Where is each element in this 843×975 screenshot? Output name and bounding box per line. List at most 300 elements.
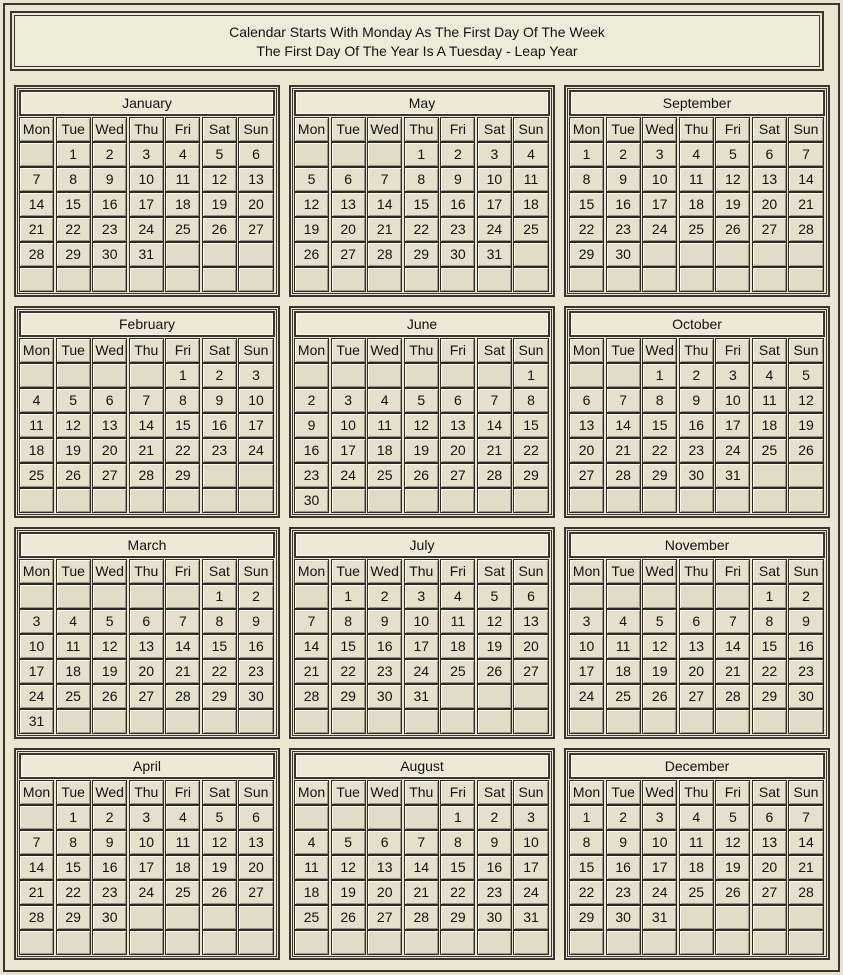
day-cell: 2: [606, 805, 641, 830]
empty-cell: [788, 905, 823, 930]
day-cell: 10: [477, 167, 512, 192]
empty-cell: [477, 267, 512, 292]
day-cell: 4: [440, 584, 475, 609]
empty-cell: [294, 267, 329, 292]
empty-cell: [404, 488, 439, 513]
day-cell: 30: [788, 684, 823, 709]
day-cell: 19: [642, 659, 677, 684]
weekday-label: Tue: [606, 780, 641, 805]
day-cell: 28: [165, 684, 200, 709]
weekday-label: Thu: [404, 117, 439, 142]
day-cell: 11: [165, 167, 200, 192]
day-cell: 18: [165, 855, 200, 880]
day-cell: 12: [56, 413, 91, 438]
day-cell: 1: [569, 142, 604, 167]
day-cell: 5: [404, 388, 439, 413]
weekday-label: Wed: [642, 117, 677, 142]
empty-cell: [238, 905, 273, 930]
day-cell: 4: [165, 805, 200, 830]
day-cell: 20: [679, 659, 714, 684]
day-cell: 23: [367, 659, 402, 684]
empty-cell: [202, 905, 237, 930]
empty-cell: [19, 930, 54, 955]
weekday-label: Tue: [56, 338, 91, 363]
day-cell: 2: [679, 363, 714, 388]
day-cell: 23: [238, 659, 273, 684]
day-cell: 28: [788, 880, 823, 905]
day-cell: 27: [679, 684, 714, 709]
weekday-label: Thu: [404, 338, 439, 363]
day-cell: 5: [92, 609, 127, 634]
weekday-label: Mon: [294, 117, 329, 142]
day-cell: 26: [202, 880, 237, 905]
weekday-label: Wed: [642, 559, 677, 584]
day-cell: 8: [202, 609, 237, 634]
day-cell: 23: [440, 217, 475, 242]
month-may: [289, 85, 555, 297]
day-cell: 19: [56, 438, 91, 463]
empty-cell: [440, 930, 475, 955]
day-cell: 13: [679, 634, 714, 659]
empty-cell: [56, 584, 91, 609]
empty-cell: [788, 488, 823, 513]
empty-cell: [752, 267, 787, 292]
empty-cell: [440, 709, 475, 734]
day-cell: 12: [202, 830, 237, 855]
day-cell: 17: [129, 192, 164, 217]
day-cell: 25: [294, 905, 329, 930]
day-cell: 28: [788, 217, 823, 242]
day-cell: 1: [569, 805, 604, 830]
weekday-label: Mon: [19, 780, 54, 805]
empty-cell: [679, 930, 714, 955]
weekday-label: Mon: [19, 559, 54, 584]
day-cell: 5: [56, 388, 91, 413]
day-cell: 12: [404, 413, 439, 438]
day-cell: 12: [202, 167, 237, 192]
day-cell: 14: [19, 855, 54, 880]
day-cell: 6: [752, 805, 787, 830]
day-cell: 11: [19, 413, 54, 438]
day-cell: 26: [715, 880, 750, 905]
empty-cell: [715, 488, 750, 513]
empty-cell: [715, 584, 750, 609]
day-cell: 27: [129, 684, 164, 709]
day-cell: 2: [238, 584, 273, 609]
day-cell: 11: [367, 413, 402, 438]
empty-cell: [606, 363, 641, 388]
day-cell: 6: [92, 388, 127, 413]
empty-cell: [129, 488, 164, 513]
empty-cell: [56, 267, 91, 292]
day-cell: 8: [642, 388, 677, 413]
day-cell: 24: [477, 217, 512, 242]
day-cell: 9: [92, 167, 127, 192]
day-cell: 9: [440, 167, 475, 192]
day-cell: 3: [715, 363, 750, 388]
day-cell: 21: [606, 438, 641, 463]
day-cell: 29: [513, 463, 548, 488]
day-cell: 22: [165, 438, 200, 463]
empty-cell: [238, 463, 273, 488]
day-cell: 17: [404, 634, 439, 659]
weekday-label: Sun: [238, 559, 273, 584]
day-cell: 27: [367, 905, 402, 930]
day-cell: 20: [367, 880, 402, 905]
day-cell: 25: [367, 463, 402, 488]
day-cell: 19: [477, 634, 512, 659]
month-december: [564, 748, 830, 960]
empty-cell: [404, 267, 439, 292]
weekday-label: Mon: [294, 559, 329, 584]
weekday-label: Tue: [606, 338, 641, 363]
day-cell: 11: [294, 855, 329, 880]
weekday-label: Sat: [477, 117, 512, 142]
day-cell: 30: [606, 242, 641, 267]
empty-cell: [367, 142, 402, 167]
empty-cell: [440, 363, 475, 388]
day-cell: 18: [440, 634, 475, 659]
empty-cell: [367, 709, 402, 734]
empty-cell: [331, 363, 366, 388]
day-cell: 31: [715, 463, 750, 488]
day-cell: 21: [404, 880, 439, 905]
empty-cell: [165, 709, 200, 734]
month-june: [289, 306, 555, 518]
day-cell: 13: [331, 192, 366, 217]
day-cell: 7: [129, 388, 164, 413]
day-cell: 10: [238, 388, 273, 413]
day-cell: 16: [92, 855, 127, 880]
empty-cell: [569, 363, 604, 388]
day-cell: 1: [331, 584, 366, 609]
empty-cell: [513, 709, 548, 734]
empty-cell: [606, 584, 641, 609]
day-cell: 7: [294, 609, 329, 634]
weekday-label: Sun: [788, 117, 823, 142]
day-cell: 4: [679, 805, 714, 830]
day-cell: 23: [788, 659, 823, 684]
weekday-label: Sat: [752, 559, 787, 584]
weekday-label: Tue: [331, 117, 366, 142]
day-cell: 8: [404, 167, 439, 192]
day-cell: 27: [238, 217, 273, 242]
empty-cell: [165, 488, 200, 513]
day-cell: 22: [752, 659, 787, 684]
weekday-label: Sun: [513, 117, 548, 142]
day-cell: 12: [477, 609, 512, 634]
weekday-label: Tue: [606, 559, 641, 584]
day-cell: 8: [56, 167, 91, 192]
weekday-label: Fri: [715, 117, 750, 142]
day-cell: 20: [513, 634, 548, 659]
empty-cell: [238, 267, 273, 292]
day-cell: 7: [19, 167, 54, 192]
day-cell: 17: [569, 659, 604, 684]
day-cell: 24: [715, 438, 750, 463]
empty-cell: [679, 267, 714, 292]
day-cell: 8: [513, 388, 548, 413]
weekday-label: Mon: [569, 780, 604, 805]
empty-cell: [569, 709, 604, 734]
empty-cell: [294, 363, 329, 388]
month-grid: [19, 559, 275, 734]
day-cell: 6: [513, 584, 548, 609]
day-cell: 25: [752, 438, 787, 463]
day-cell: 26: [294, 242, 329, 267]
day-cell: 15: [165, 413, 200, 438]
day-cell: 3: [569, 609, 604, 634]
day-cell: 25: [513, 217, 548, 242]
weekday-label: Sat: [752, 780, 787, 805]
empty-cell: [129, 267, 164, 292]
day-cell: 30: [679, 463, 714, 488]
empty-cell: [404, 805, 439, 830]
day-cell: 14: [129, 413, 164, 438]
day-cell: 23: [294, 463, 329, 488]
day-cell: 24: [238, 438, 273, 463]
empty-cell: [331, 709, 366, 734]
header-line-2: The First Day Of The Year Is A Tuesday - Leap Year: [256, 43, 578, 59]
day-cell: 20: [129, 659, 164, 684]
weekday-label: Wed: [92, 338, 127, 363]
empty-cell: [129, 709, 164, 734]
day-cell: 27: [238, 880, 273, 905]
weekday-label: Wed: [92, 559, 127, 584]
weekday-label: Tue: [331, 780, 366, 805]
day-cell: 15: [56, 192, 91, 217]
day-cell: 1: [56, 142, 91, 167]
day-cell: 28: [404, 905, 439, 930]
empty-cell: [788, 463, 823, 488]
day-cell: 22: [642, 438, 677, 463]
day-cell: 25: [56, 684, 91, 709]
day-cell: 4: [165, 142, 200, 167]
day-cell: 14: [606, 413, 641, 438]
day-cell: 4: [606, 609, 641, 634]
day-cell: 29: [202, 684, 237, 709]
empty-cell: [19, 584, 54, 609]
day-cell: 29: [569, 242, 604, 267]
empty-cell: [679, 709, 714, 734]
weekday-label: Fri: [440, 338, 475, 363]
empty-cell: [129, 930, 164, 955]
empty-cell: [56, 363, 91, 388]
weekday-label: Tue: [56, 117, 91, 142]
day-cell: 5: [642, 609, 677, 634]
day-cell: 26: [202, 217, 237, 242]
day-cell: 13: [238, 167, 273, 192]
empty-cell: [202, 267, 237, 292]
day-cell: 10: [715, 388, 750, 413]
day-cell: 9: [788, 609, 823, 634]
day-cell: 26: [715, 217, 750, 242]
day-cell: 29: [642, 463, 677, 488]
weekday-label: Mon: [569, 559, 604, 584]
day-cell: 24: [404, 659, 439, 684]
empty-cell: [56, 709, 91, 734]
day-cell: 29: [440, 905, 475, 930]
empty-cell: [477, 684, 512, 709]
day-cell: 4: [294, 830, 329, 855]
empty-cell: [642, 930, 677, 955]
day-cell: 7: [165, 609, 200, 634]
day-cell: 28: [367, 242, 402, 267]
weekday-label: Sat: [202, 780, 237, 805]
day-cell: 3: [129, 805, 164, 830]
day-cell: 3: [19, 609, 54, 634]
month-november: [564, 527, 830, 739]
empty-cell: [404, 363, 439, 388]
day-cell: 21: [129, 438, 164, 463]
day-cell: 3: [238, 363, 273, 388]
day-cell: 16: [238, 634, 273, 659]
day-cell: 24: [129, 880, 164, 905]
day-cell: 26: [404, 463, 439, 488]
day-cell: 20: [569, 438, 604, 463]
weekday-label: Tue: [56, 780, 91, 805]
day-cell: 22: [513, 438, 548, 463]
empty-cell: [238, 488, 273, 513]
month-july: [289, 527, 555, 739]
weekday-label: Fri: [440, 117, 475, 142]
day-cell: 21: [477, 438, 512, 463]
day-cell: 19: [202, 855, 237, 880]
weekday-label: Sat: [477, 559, 512, 584]
day-cell: 25: [679, 217, 714, 242]
day-cell: 23: [606, 217, 641, 242]
empty-cell: [679, 242, 714, 267]
empty-cell: [642, 584, 677, 609]
day-cell: 7: [477, 388, 512, 413]
day-cell: 2: [788, 584, 823, 609]
day-cell: 6: [569, 388, 604, 413]
day-cell: 31: [129, 242, 164, 267]
day-cell: 20: [752, 855, 787, 880]
empty-cell: [679, 584, 714, 609]
empty-cell: [715, 267, 750, 292]
day-cell: 12: [715, 167, 750, 192]
empty-cell: [679, 905, 714, 930]
day-cell: 18: [165, 192, 200, 217]
day-cell: 6: [367, 830, 402, 855]
day-cell: 10: [404, 609, 439, 634]
day-cell: 16: [367, 634, 402, 659]
day-cell: 1: [752, 584, 787, 609]
day-cell: 15: [513, 413, 548, 438]
day-cell: 26: [331, 905, 366, 930]
day-cell: 22: [569, 880, 604, 905]
day-cell: 4: [367, 388, 402, 413]
day-cell: 28: [19, 242, 54, 267]
day-cell: 9: [606, 167, 641, 192]
day-cell: 11: [440, 609, 475, 634]
weekday-label: Tue: [606, 117, 641, 142]
day-cell: 14: [477, 413, 512, 438]
weekday-label: Wed: [367, 559, 402, 584]
day-cell: 9: [679, 388, 714, 413]
empty-cell: [606, 488, 641, 513]
empty-cell: [294, 709, 329, 734]
day-cell: 12: [788, 388, 823, 413]
day-cell: 9: [367, 609, 402, 634]
day-cell: 1: [56, 805, 91, 830]
day-cell: 16: [606, 192, 641, 217]
day-cell: 12: [642, 634, 677, 659]
day-cell: 15: [569, 192, 604, 217]
weekday-label: Mon: [294, 780, 329, 805]
empty-cell: [129, 363, 164, 388]
empty-cell: [404, 709, 439, 734]
weekday-label: Wed: [367, 338, 402, 363]
day-cell: 18: [367, 438, 402, 463]
day-cell: 31: [513, 905, 548, 930]
day-cell: 23: [92, 217, 127, 242]
day-cell: 2: [92, 142, 127, 167]
weekday-label: Thu: [129, 559, 164, 584]
empty-cell: [367, 267, 402, 292]
empty-cell: [752, 905, 787, 930]
weekday-label: Fri: [165, 559, 200, 584]
day-cell: 1: [202, 584, 237, 609]
weekday-label: Wed: [367, 117, 402, 142]
empty-cell: [513, 242, 548, 267]
month-august: [289, 748, 555, 960]
day-cell: 16: [202, 413, 237, 438]
empty-cell: [165, 267, 200, 292]
day-cell: 9: [92, 830, 127, 855]
day-cell: 22: [202, 659, 237, 684]
day-cell: 25: [19, 463, 54, 488]
empty-cell: [56, 488, 91, 513]
day-cell: 21: [715, 659, 750, 684]
empty-cell: [202, 463, 237, 488]
weekday-label: Sat: [477, 780, 512, 805]
day-cell: 22: [440, 880, 475, 905]
empty-cell: [569, 584, 604, 609]
empty-cell: [477, 930, 512, 955]
empty-cell: [56, 930, 91, 955]
day-cell: 20: [331, 217, 366, 242]
weekday-label: Thu: [129, 117, 164, 142]
empty-cell: [202, 488, 237, 513]
empty-cell: [569, 930, 604, 955]
empty-cell: [679, 488, 714, 513]
day-cell: 10: [513, 830, 548, 855]
day-cell: 26: [788, 438, 823, 463]
empty-cell: [569, 267, 604, 292]
day-cell: 17: [477, 192, 512, 217]
month-title: March: [19, 532, 275, 558]
month-grid: [19, 780, 275, 955]
day-cell: 15: [440, 855, 475, 880]
weekday-label: Mon: [569, 117, 604, 142]
empty-cell: [788, 242, 823, 267]
month-grid: [569, 780, 825, 955]
day-cell: 10: [129, 167, 164, 192]
day-cell: 27: [569, 463, 604, 488]
day-cell: 9: [294, 413, 329, 438]
day-cell: 15: [331, 634, 366, 659]
month-title: October: [569, 311, 825, 337]
day-cell: 11: [679, 167, 714, 192]
header-line-1: Calendar Starts With Monday As The First Day Of The Week: [229, 24, 605, 40]
empty-cell: [367, 930, 402, 955]
empty-cell: [331, 267, 366, 292]
day-cell: 17: [642, 192, 677, 217]
empty-cell: [513, 684, 548, 709]
empty-cell: [715, 905, 750, 930]
